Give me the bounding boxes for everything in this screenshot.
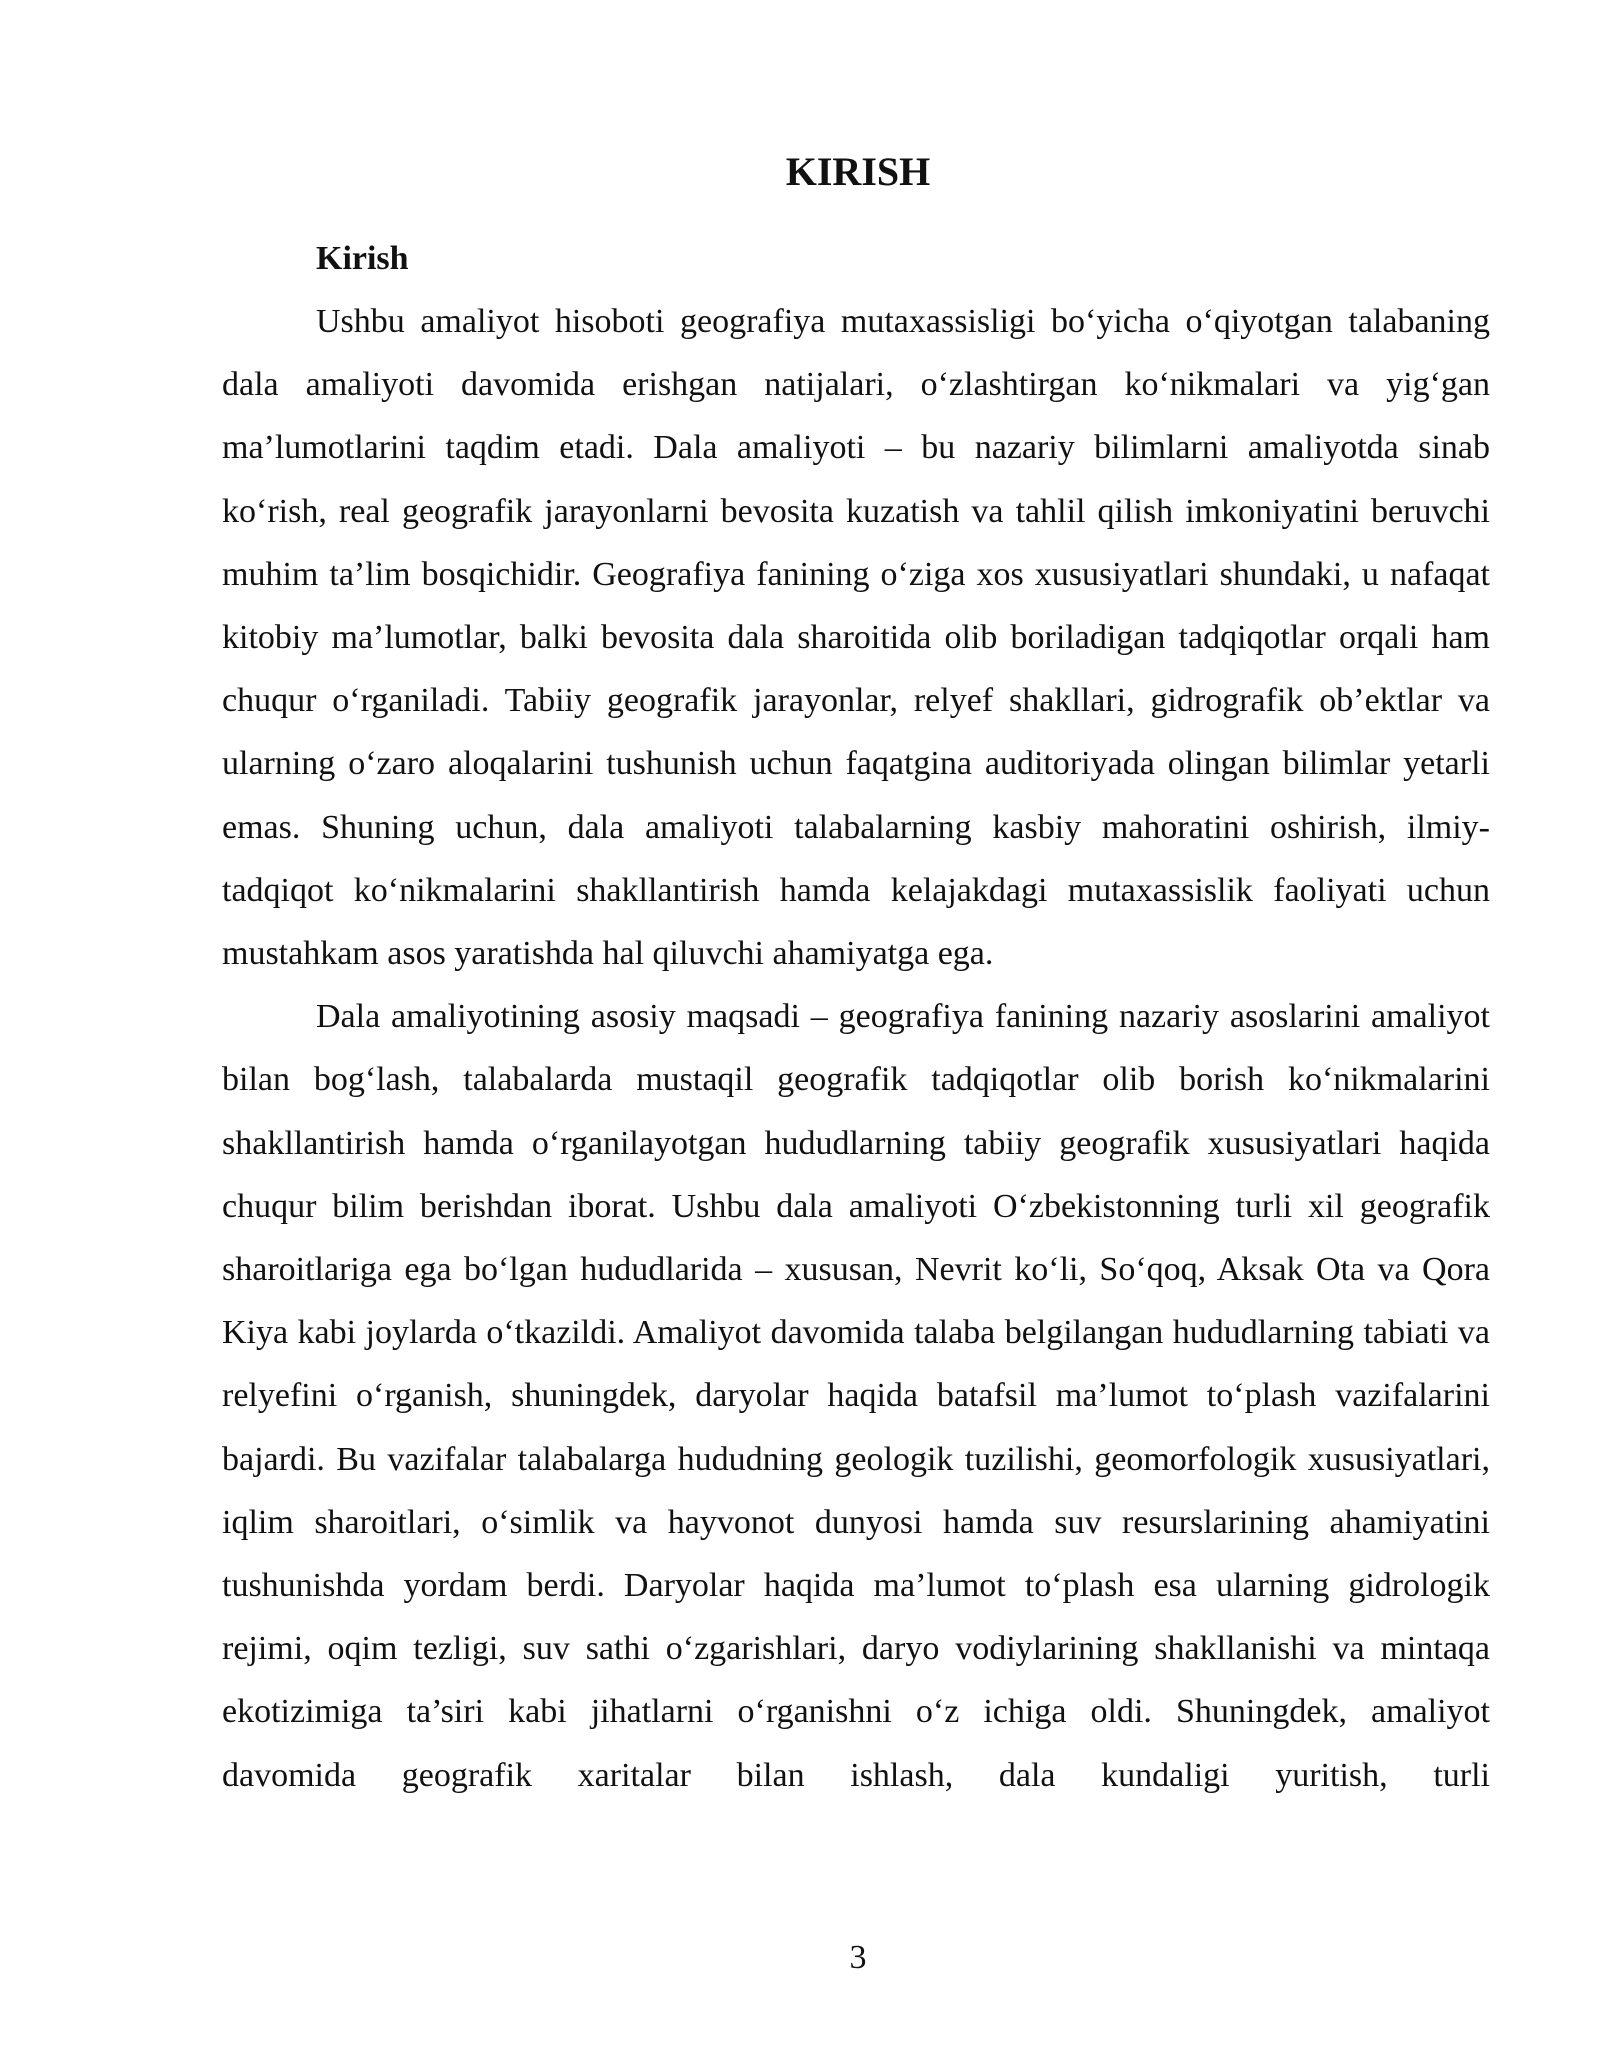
- section-subheading: Kirish: [316, 240, 409, 277]
- page-title: KIRISH: [785, 149, 931, 194]
- body-content: [222, 227, 1490, 1807]
- page-number: 3: [849, 1939, 867, 1976]
- paragraph-2: Dala amaliyotining asosiy maqsadi – geografiya fanining nazariy asoslarini amaliyot bilan bog‘lash, talabalarda mustaqil geografik tadqiqotlar olib borish ko‘nikmalarini shakllantirish hamda o‘rganilayotgan hududlarning tabiiy geografik xususiyatlari haqida chuqur bilim berishdan iborat. Ushbu dala amaliyoti O‘zbekistonning turli xil geografik sharoitlariga ega bo‘lgan hududlarida – xususan, Nevrit ko‘li, So‘qoq, Aksak Ota va Qora Kiya kabi joylarda o‘tkazildi. Amaliyot davomida talaba belgilangan hududlarning tabiati va relyefini o‘rganish, shuningdek, daryolar haqida batafsil ma’lumot to‘plash vazifalarini bajardi. Bu vazifalar talabalarga hududning geologik tuzilishi, geomorfologik xususiyatlari, iqlim sharoitlari, o‘simlik va hayvonot dunyosi hamda suv resurslarining ahamiyatini tushunishda yordam berdi. Daryolar haqida ma’lumot to‘plash esa ularning gidrologik rejimi, oqim tezligi, suv sathi o‘zgarishlari, daryo vodiylarining shakllanishi va mintaqa ekotizimiga ta’siri kabi jihatlarni o‘rganishni o‘z ichiga oldi. Shuningdek, amaliyot davomida geografik xaritalar bilan ishlash, dala kundaligi yuritish, turli: [222, 998, 1490, 1794]
- paragraph-1: Ushbu amaliyot hisoboti geografiya mutaxassisligi bo‘yicha o‘qiyotgan talabaning dala amaliyoti davomida erishgan natijalari, o‘zlashtirgan ko‘nikmalari va yig‘gan ma’lumotlarini taqdim etadi. Dala amaliyoti – bu nazariy bilimlarni amaliyotda sinab ko‘rish, real geografik jarayonlarni bevosita kuzatish va tahlil qilish imkoniyatini beruvchi muhim ta’lim bosqichidir. Geografiya fanining o‘ziga xos xususiyatlari shundaki, u nafaqat kitobiy ma’lumotlar, balki bevosita dala sharoitida olib boriladigan tadqiqotlar orqali ham chuqur o‘rganiladi. Tabiiy geografik jarayonlar, relyef shakllari, gidrografik ob’ektlar va ularning o‘zaro aloqalarini tushunish uchun faqatgina auditoriyada olingan bilimlar yetarli emas. Shuning uchun, dala amaliyoti talabalarning kasbiy mahoratini oshirish, ilmiy-tadqiqot ko‘nikmalarini shakllantirish hamda kelajakdagi mutaxassislik faoliyati uchun mustahkam asos yaratishda hal qiluvchi ahamiyatga ega.: [222, 303, 1490, 973]
